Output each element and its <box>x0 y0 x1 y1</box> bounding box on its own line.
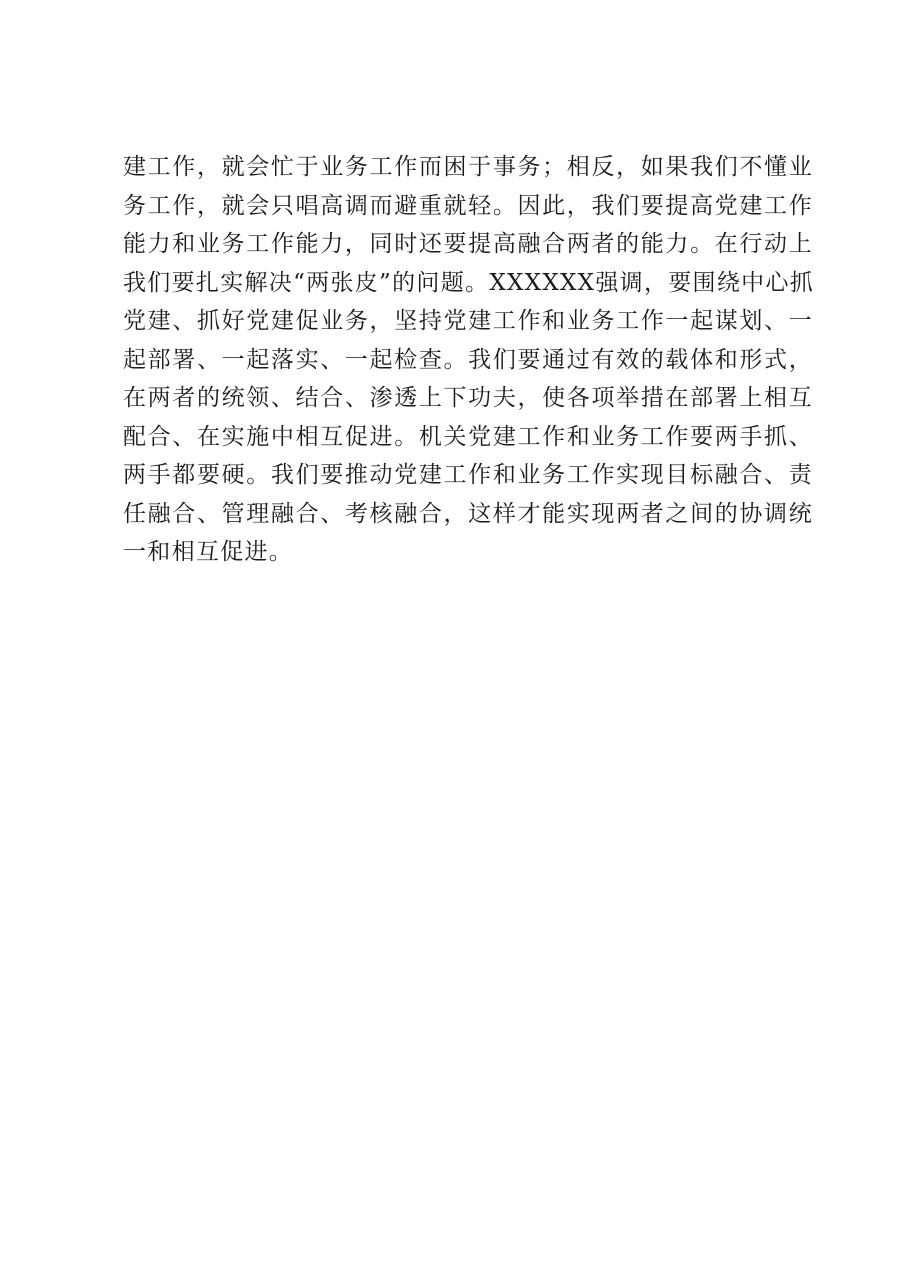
paragraph-line: 我们要扎实解决“两张皮”的问题。XXXXXX强调，要围绕中心抓 <box>123 269 815 296</box>
body-paragraph <box>123 148 813 572</box>
paragraph-line: 建工作，就会忙于业务工作而困于事务；相反，如果我们不懂业 <box>123 154 813 180</box>
paragraph-line: 党建、抓好党建促业务，坚持党建工作和业务工作一起谋划、一 <box>123 308 813 334</box>
paragraph-line: 任融合、管理融合、考核融合，这样才能实现两者之间的协调统 <box>123 500 813 527</box>
paragraph-line: 在两者的统领、结合、渗透上下功夫，使各项举措在部署上相互 <box>123 385 813 411</box>
paragraph-line: 能力和业务工作能力，同时还要提高融合两者的能力。在行动上 <box>123 231 813 257</box>
paragraph-line: 两手都要硬。我们要推动党建工作和业务工作实现目标融合、责 <box>123 462 813 488</box>
paragraph-line: 起部署、一起落实、一起检查。我们要通过有效的载体和形式， <box>123 346 813 373</box>
paragraph-line-last: 一和相互促进。 <box>123 539 294 565</box>
paragraph-line: 配合、在实施中相互促进。机关党建工作和业务工作要两手抓、 <box>123 423 813 450</box>
paragraph-line: 务工作，就会只唱高调而避重就轻。因此，我们要提高党建工作 <box>123 192 813 219</box>
